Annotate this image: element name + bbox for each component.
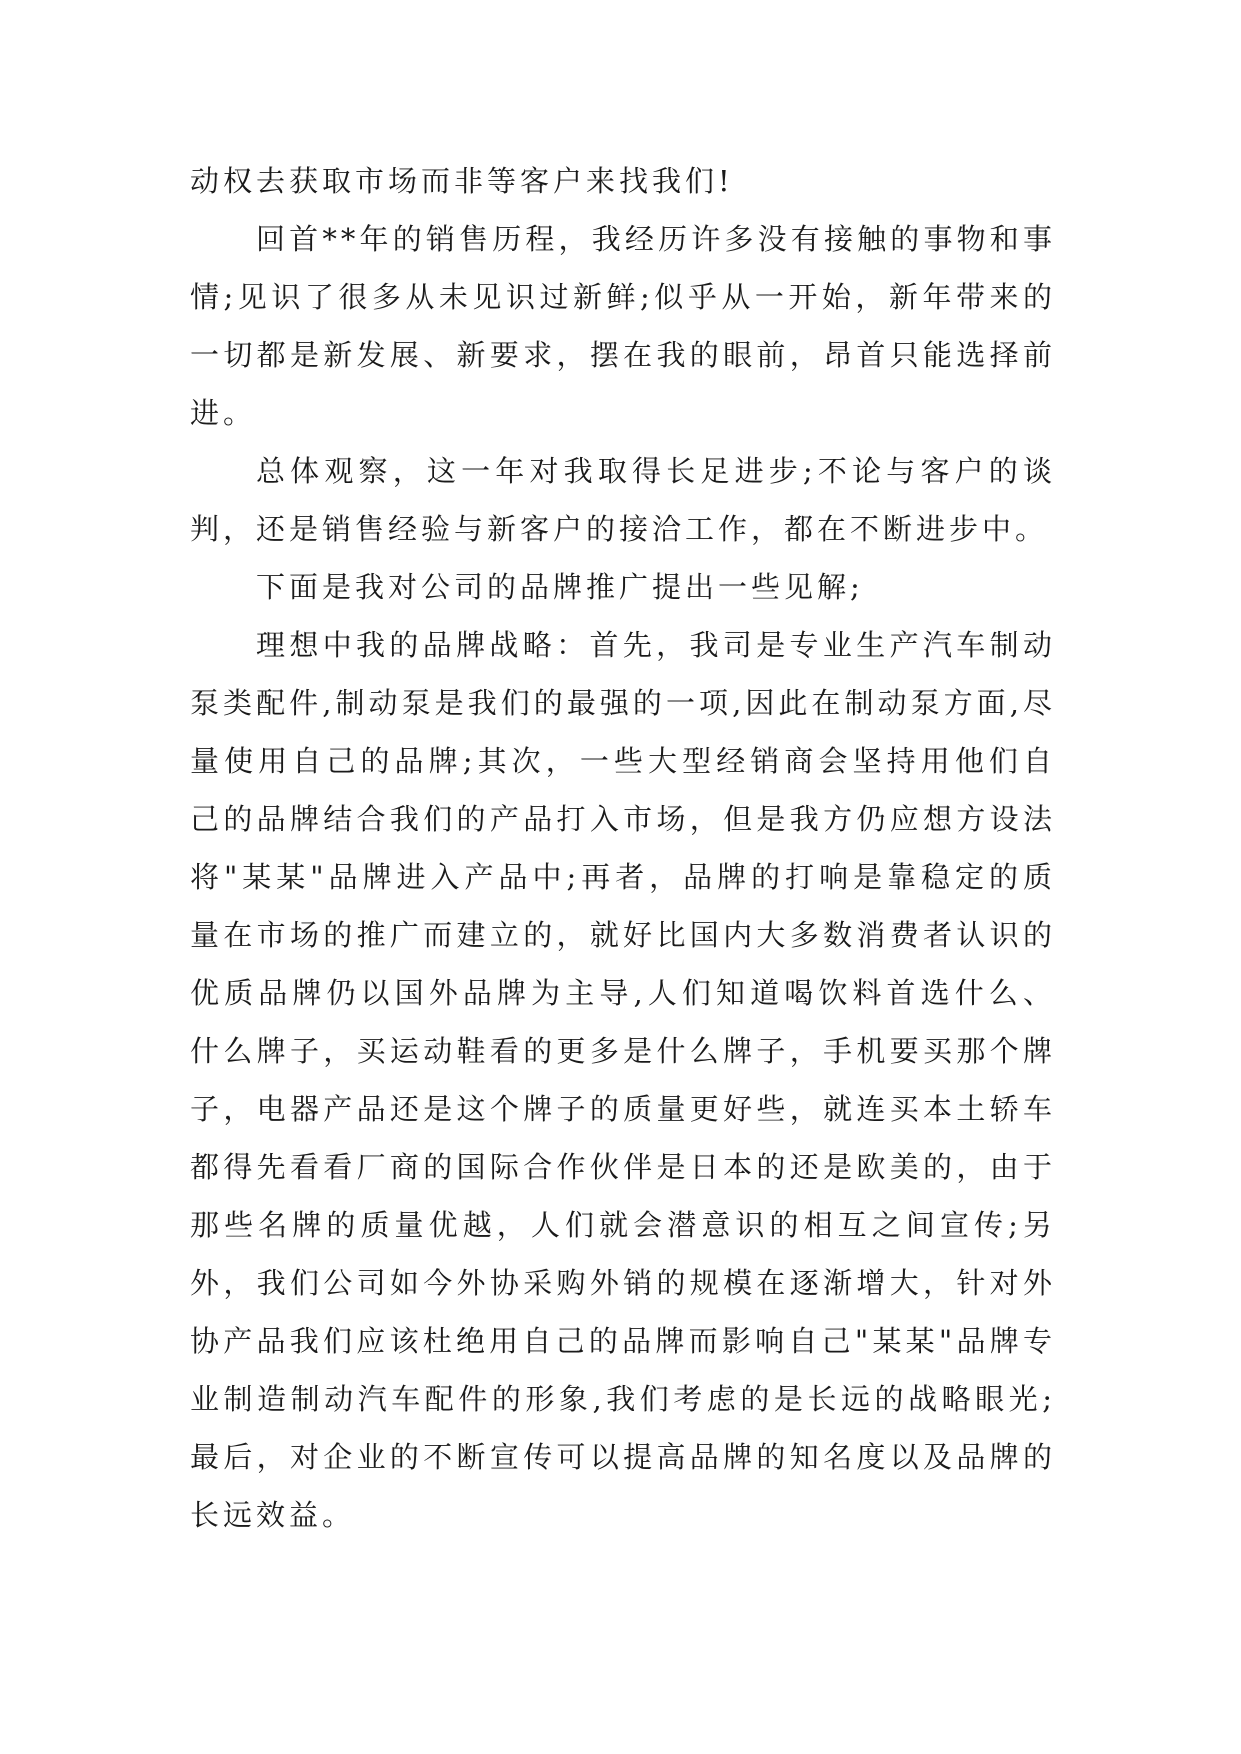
paragraph-sales-review: 回首**年的销售历程，我经历许多没有接触的事物和事情;见识了很多从未见识过新鲜;似乎从一开始，新年带来的一切都是新发展、新要求，摆在我的眼前，昂首只能选择前进。 bbox=[190, 222, 1056, 430]
paragraph-brand-intro: 下面是我对公司的品牌推广提出一些见解; bbox=[256, 570, 864, 604]
paragraph-continuation: 动权去获取市场而非等客户来找我们! bbox=[190, 164, 734, 198]
paragraph-overall-observation: 总体观察，这一年对我取得长足进步;不论与客户的谈判，还是销售经验与新客户的接洽工作，都在不断进步中。 bbox=[190, 454, 1056, 546]
document-page bbox=[190, 152, 1056, 1544]
paragraph-brand-strategy: 理想中我的品牌战略：首先，我司是专业生产汽车制动泵类配件,制动泵是我们的最强的一项,因此在制动泵方面,尽量使用自己的品牌;其次，一些大型经销商会坚持用他们自己的品牌结合我们的产品打入市场，但是我方仍应想方设法将"某某"品牌进入产品中;再者，品牌的打响是靠稳定的质量在市场的推广而建立的，就好比国内大多数消费者认识的优质品牌仍以国外品牌为主导,人们知道喝饮料首选什么、什么牌子，买运动鞋看的更多是什么牌子，手机要买那个牌子，电器产品还是这个牌子的质量更好些，就连买本土轿车都得先看看厂商的国际合作伙伴是日本的还是欧美的，由于那些名牌的质量优越，人们就会潜意识的相互之间宣传;另外，我们公司如今外协采购外销的规模在逐渐增大，针对外协产品我们应该杜绝用自己的品牌而影响自己"某某"品牌专业制造制动汽车配件的形象,我们考虑的是长远的战略眼光;最后，对企业的不断宣传可以提高品牌的知名度以及品牌的长远效益。 bbox=[190, 628, 1056, 1532]
